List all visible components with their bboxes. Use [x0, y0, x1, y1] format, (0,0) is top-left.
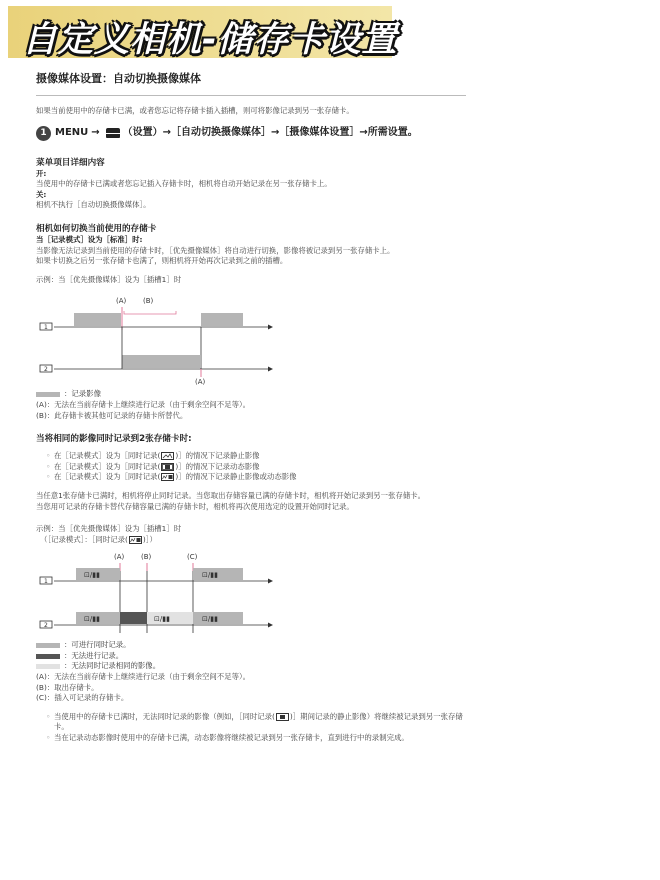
on-label: 开: [36, 168, 47, 178]
legend2-can-swatch [36, 643, 60, 648]
legend1-rec-swatch [36, 392, 60, 397]
svg-text:⊡/▮▮: ⊡/▮▮ [202, 571, 218, 580]
list-item: ◦ 在［记录模式］设为［同时记录( )］的情况下记录静止影像 [46, 451, 476, 462]
same-heading: 当将相同的影像同时记录到2张存储卡时: [36, 434, 192, 445]
legend2-can [36, 640, 476, 651]
page-title: 摄像媒体设置：自动切换摄像媒体 [36, 72, 201, 85]
legend2-c: (C)：插入可记录的存储卡。 [36, 693, 129, 703]
slot1-rec-bar-2 [193, 568, 243, 580]
slot2-rec-bar-2 [193, 612, 243, 624]
legend2-cannot-swatch [36, 654, 60, 659]
title-divider [36, 95, 466, 96]
legend1-a: (A)：无法在当前存储卡上继续进行记录（由于剩余空间不足等）。 [36, 399, 251, 409]
menu-details-heading: 菜单项目详细内容 [36, 157, 105, 168]
off-text: 相机不执行［自动切换摄像媒体］。 [36, 200, 151, 210]
notes-list [36, 712, 476, 744]
film-icon [161, 463, 174, 471]
list-item: ◦ 当使用中的存储卡已满时，无法同时记录的影像（例如，［同时记录( )］期间记录的静止影像）将继续被记录到另一张存储卡。 [46, 712, 476, 733]
photo-film-icon [129, 536, 142, 544]
banner [8, 6, 398, 60]
svg-text:⊡/▮▮: ⊡/▮▮ [154, 615, 170, 624]
diagram1-label-a2: (A) [195, 378, 206, 386]
banner-title: 自定义相机-储存卡设置 [22, 20, 398, 60]
diagram2-label-c: (C) [187, 553, 198, 562]
list-item: ◦ 当在记录动态影像时使用中的存储卡已满，动态影像将继续被记录到另一张存储卡，直到进行中的录制完成。 [46, 733, 476, 744]
diagram2-label-a: (A) [114, 553, 125, 562]
legend2-not-same-text: ：无法同时记录相同的影像。 [64, 661, 161, 671]
svg-text:⊡/▮▮: ⊡/▮▮ [202, 615, 218, 624]
diagram1-label-b: (B) [143, 297, 154, 306]
slot1-label: 1 [44, 324, 48, 332]
diagram1-bracket-b [124, 311, 176, 314]
legend2-can-text: ：可进行同时记录。 [64, 640, 131, 650]
photo-icon [161, 452, 174, 460]
svg-text:⊡/▮▮: ⊡/▮▮ [84, 615, 100, 624]
arrow: → [91, 126, 100, 138]
slot2-label: 2 [44, 366, 48, 374]
film-icon [276, 713, 289, 721]
legend2-a: (A)：无法在当前存储卡上继续进行记录（由于剩余空间不足等）。 [36, 672, 251, 682]
legend2-not-same-swatch [36, 664, 60, 669]
same-mode-list [36, 451, 476, 483]
example-2-mode: （［记录模式］：［同时记录( )］） [40, 534, 157, 544]
diagram1-label-a: (A) [116, 297, 127, 306]
step-1 [36, 126, 476, 141]
slot1-label: 1 [44, 578, 48, 586]
same-para-2: 当您用可记录的存储卡替代存储容量已满的存储卡时，相机将再次使用选定的设置开始同时记录。 [36, 501, 354, 511]
standard-mode-subheading: 当［记录模式］设为［标准］时: [36, 234, 143, 244]
legend2-b: (B)：取出存储卡。 [36, 682, 99, 692]
content [36, 72, 476, 744]
list-item: ◦ 在［记录模式］设为［同时记录( )］的情况下记录动态影像 [46, 462, 476, 473]
switch-heading: 相机如何切换当前使用的存储卡 [36, 223, 157, 234]
list-item: ◦ 在［记录模式］设为［同时记录( )］的情况下记录静止影像或动态影像 [46, 472, 476, 483]
off-label: 关: [36, 189, 47, 199]
slot2-no-rec-bar [120, 612, 147, 624]
slot2-rec-bar [122, 355, 201, 368]
switch-diagram-simultaneous [36, 545, 276, 640]
slot2-arrowhead [268, 367, 273, 372]
on-text: 当使用中的存储卡已满或者您忘记插入存储卡时，相机将自动开始记录在另一张存储卡上。 [36, 179, 332, 189]
legend2-cannot-text: ：无法进行记录。 [64, 650, 124, 660]
example-1-caption: 示例：当［优先摄像媒体］设为［插槽1］时 [36, 274, 182, 284]
svg-text:⊡/▮▮: ⊡/▮▮ [84, 571, 100, 580]
legend2-cannot [36, 651, 476, 662]
slot1-arrowhead [268, 325, 273, 330]
slot2-label: 2 [44, 622, 48, 630]
legend1-b: (B)：此存储卡被其他可记录的存储卡所替代。 [36, 410, 188, 420]
slot1-rec-bar-2 [201, 313, 243, 326]
step-settings-text: （设置）→［自动切换摄像媒体］→［摄像媒体设置］→所需设置。 [122, 126, 418, 138]
diagram2-label-b: (B) [141, 553, 152, 562]
same-para-1: 当任意1张存储卡已满时，相机将停止同时记录。当您取出存储容量已满的存储卡时，相机将开始记录到另一张存储卡。 [36, 490, 426, 500]
photo-film-icon [161, 473, 174, 481]
legend2-not-same [36, 661, 476, 672]
menu-label: MENU [55, 126, 89, 138]
legend1-rec [36, 389, 476, 400]
step-number: 1 [36, 126, 51, 141]
standard-para-1: 当影像无法记录到当前使用的存储卡时，［优先摄像媒体］将自动进行切换，影像将被记录到另一张存储卡上。 [36, 245, 395, 255]
intro-text: 如果当前使用中的存储卡已满，或者您忘记将存储卡插入插槽，则可将影像记录到另一张存储卡。 [36, 106, 354, 115]
legend1-rec-text: ：记录影像 [64, 389, 101, 399]
toolbox-icon [106, 128, 120, 138]
standard-para-2: 如果卡切换之后另一张存储卡也满了，则相机将开始再次记录到之前的插槽。 [36, 256, 288, 266]
switch-diagram-standard [36, 285, 276, 385]
example-2-caption: 示例：当［优先摄像媒体］设为［插槽1］时 [36, 524, 182, 534]
slot1-rec-bar-1 [74, 313, 121, 326]
